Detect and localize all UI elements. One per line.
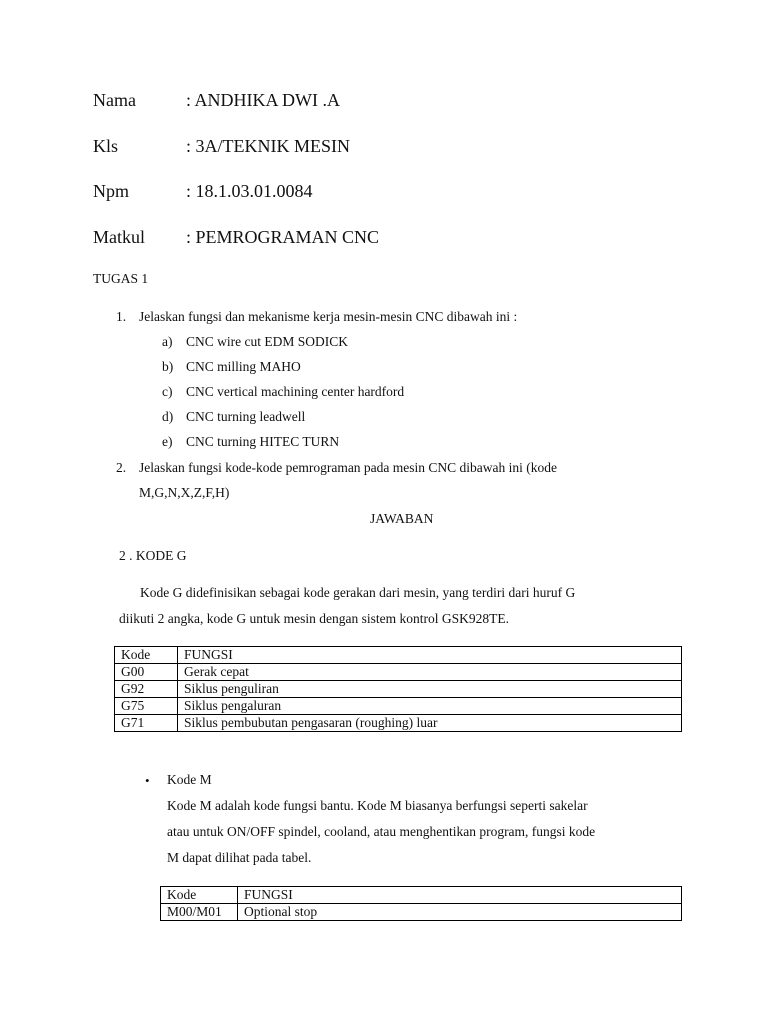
table-cell: Siklus penguliran — [178, 681, 682, 698]
table-cell: Gerak cepat — [178, 664, 682, 681]
kode-g-table — [114, 646, 682, 732]
table-cell: Siklus pembubutan pengasaran (roughing) luar — [178, 715, 682, 732]
section-m-heading: Kode M — [167, 772, 212, 787]
table-header-row — [161, 887, 682, 904]
list-item: CNC turning leadwell — [186, 409, 306, 424]
question-2-line-1: Jelaskan fungsi kode-kode pemrograman pada mesin CNC dibawah ini (kode — [139, 460, 558, 475]
section-g-paragraph-line-1: Kode G didefinisikan sebagai kode gerakan dari mesin, yang terdiri dari huruf G — [140, 585, 576, 600]
table-cell: G00 — [115, 664, 178, 681]
question-2-line-2: M,G,N,X,Z,F,H) — [139, 485, 230, 500]
question-2-number: 2. — [116, 460, 127, 475]
class-label: Kls — [93, 136, 119, 156]
table-row — [115, 681, 682, 698]
npm-value: : 18.1.03.01.0084 — [186, 181, 313, 201]
table-cell: M00/M01 — [161, 904, 238, 921]
bullet-icon: • — [145, 773, 150, 788]
list-item-letter: b) — [162, 359, 174, 374]
section-g-heading: 2 . KODE G — [119, 548, 187, 563]
table-row — [161, 904, 682, 921]
table-header-cell: FUNGSI — [238, 887, 682, 904]
table-row — [115, 698, 682, 715]
course-value: : PEMROGRAMAN CNC — [186, 227, 380, 247]
assignment-title: TUGAS 1 — [93, 271, 149, 286]
list-item: CNC wire cut EDM SODICK — [186, 334, 348, 349]
class-value: : 3A/TEKNIK MESIN — [186, 136, 350, 156]
table-header-cell: FUNGSI — [178, 647, 682, 664]
list-item-letter: a) — [162, 334, 173, 349]
answer-title: JAWABAN — [370, 511, 434, 526]
table-row — [115, 715, 682, 732]
section-g-paragraph-line-2: diikuti 2 angka, kode G untuk mesin dengan sistem kontrol GSK928TE. — [119, 611, 509, 626]
question-1-number: 1. — [116, 309, 127, 324]
table-header-cell: Kode — [115, 647, 178, 664]
list-item: CNC vertical machining center hardford — [186, 384, 405, 399]
kode-m-table — [160, 886, 682, 921]
list-item-letter: e) — [162, 434, 173, 449]
section-m-paragraph-line-1: Kode M adalah kode fungsi bantu. Kode M biasanya berfungsi seperti sakelar — [167, 798, 588, 813]
section-m-paragraph-line-2: atau untuk ON/OFF spindel, cooland, atau menghentikan program, fungsi kode — [167, 824, 596, 839]
table-row — [115, 664, 682, 681]
table-cell: Optional stop — [238, 904, 682, 921]
section-m-paragraph-line-3: M dapat dilihat pada tabel. — [167, 850, 312, 865]
name-value: : ANDHIKA DWI .A — [186, 90, 340, 110]
table-header-cell: Kode — [161, 887, 238, 904]
list-item: CNC turning HITEC TURN — [186, 434, 340, 449]
table-cell: G71 — [115, 715, 178, 732]
table-cell: G92 — [115, 681, 178, 698]
npm-label: Npm — [93, 181, 129, 201]
table-cell: G75 — [115, 698, 178, 715]
list-item-letter: d) — [162, 409, 174, 424]
list-item: CNC milling MAHO — [186, 359, 301, 374]
question-1-text: Jelaskan fungsi dan mekanisme kerja mesin-mesin CNC dibawah ini : — [139, 309, 518, 324]
table-cell: Siklus pengaluran — [178, 698, 682, 715]
table-header-row — [115, 647, 682, 664]
course-label: Matkul — [93, 227, 145, 247]
name-label: Nama — [93, 90, 136, 110]
list-item-letter: c) — [162, 384, 173, 399]
